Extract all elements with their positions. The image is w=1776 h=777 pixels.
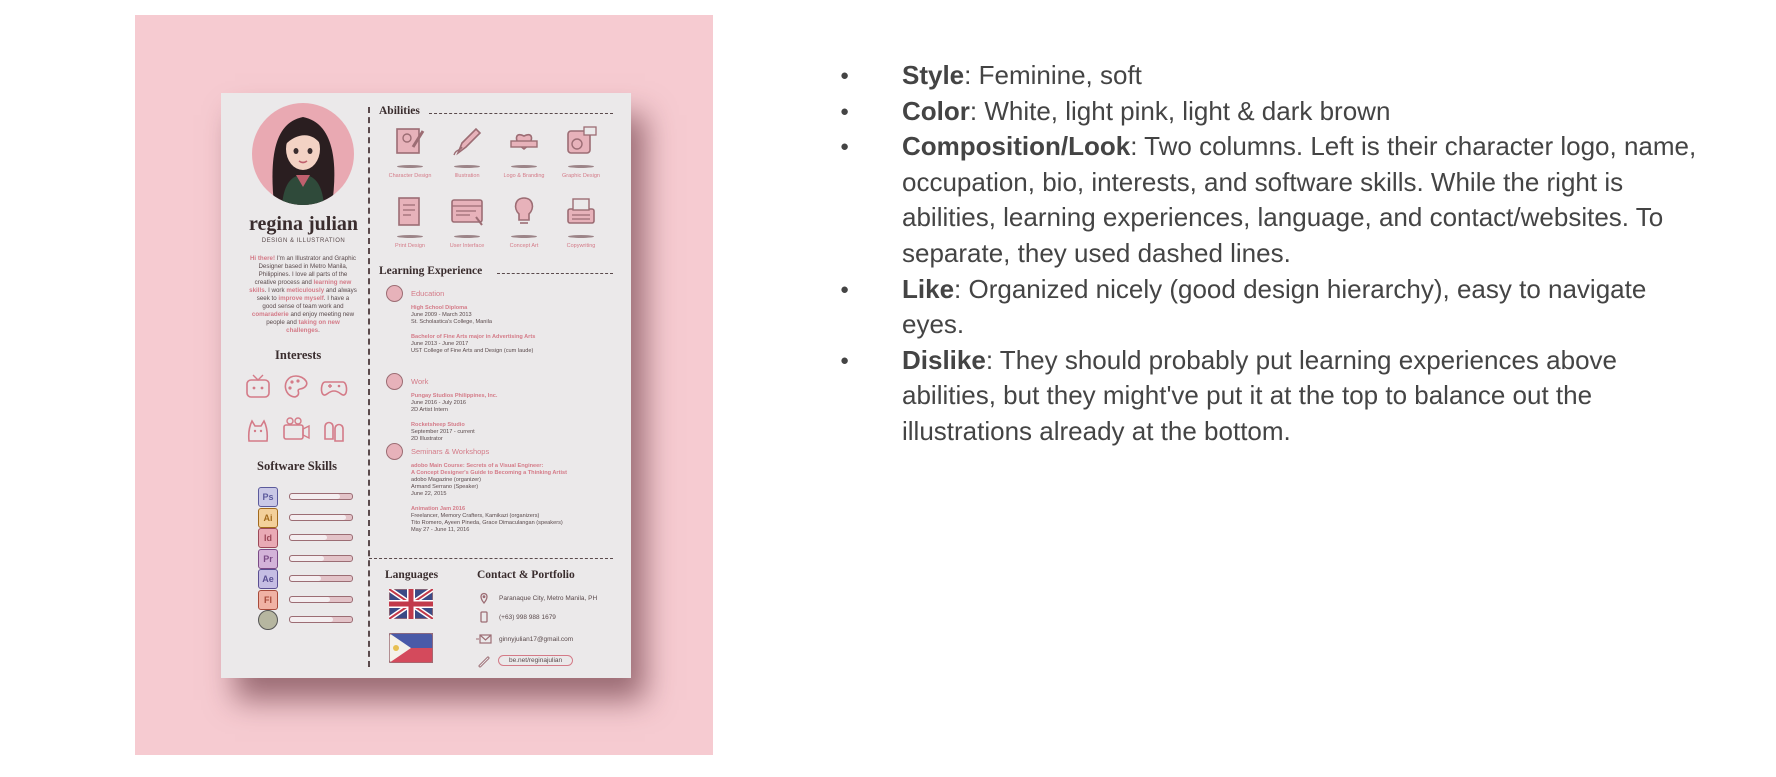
contact-website[interactable]: be.net/reginajulian <box>498 655 573 666</box>
illustration-pen-icon <box>450 125 484 159</box>
skill-ae-icon: Ae <box>258 569 278 589</box>
ability-label: Character Design <box>388 173 432 179</box>
note-label: Style <box>902 60 965 90</box>
work-icon <box>386 373 403 390</box>
skill-level-bar <box>289 555 353 562</box>
note-text: : Feminine, soft <box>964 60 1142 90</box>
uk-flag-icon <box>389 589 433 619</box>
abilities-heading: Abilities <box>379 105 420 117</box>
learning-item-title-text: Pungay Studios Philippines, Inc. <box>411 393 498 399</box>
note-item <box>840 58 1700 94</box>
skill-row <box>258 508 368 526</box>
software-skills-heading: Software Skills <box>257 459 337 473</box>
ability-label: Copywriting <box>566 243 596 249</box>
note-label: Color <box>902 95 970 126</box>
concept-art-icon <box>507 195 541 229</box>
note-item <box>840 94 1700 130</box>
learning-item-detail: June 2013 - June 2017 <box>411 341 469 347</box>
skill-level-bar <box>289 596 353 603</box>
note-text: : Two columns. Left is their character logo, name, occupation, bio, interests, and software skills. While the right is abilities, learning experiences, language, and contact/websites. To separate, they used dashed lines. <box>902 131 1697 268</box>
languages-heading: Languages <box>385 569 439 581</box>
resume-document <box>221 93 631 678</box>
character-design-icon <box>393 125 427 159</box>
skill-level-fill <box>290 556 324 561</box>
resume-right-column <box>379 93 624 678</box>
skill-level-bar <box>289 514 353 521</box>
learning-item-detail: Freelancer, Memory Crafters, Kamikazi (organizers) <box>411 513 540 519</box>
skill-level-fill <box>290 576 321 581</box>
copywriting-icon <box>564 195 598 229</box>
learning-item-detail: September 2017 - current <box>411 429 475 435</box>
learning-item-detail: Armand Serrano (Speaker) <box>411 484 479 490</box>
contact-heading: Contact & Portfolio <box>477 569 575 581</box>
note-item <box>840 272 1700 343</box>
bio-text-part: and enjoy meeting new people and <box>266 311 355 326</box>
resume-bio <box>249 255 357 335</box>
resume-left-column <box>221 93 369 678</box>
bio-text-part: taking on new challenges <box>286 319 340 334</box>
philippines-flag-icon <box>389 633 433 663</box>
skill-pr-icon: Pr <box>258 549 278 569</box>
skill-level-bar <box>289 575 353 582</box>
palette-icon <box>281 372 311 402</box>
learning-item-detail: Tito Romero, Ayeen Pineda, Grace Dimaculangan (speakers) <box>411 520 563 526</box>
ability-shadow <box>568 165 594 168</box>
ability-shadow <box>511 165 537 168</box>
learning-item-title <box>411 463 611 470</box>
ability-shadow <box>454 165 480 168</box>
skill-row <box>258 487 368 505</box>
character-avatar <box>252 103 354 205</box>
note-item <box>840 129 1700 271</box>
seminars-label: Seminars & Workshops <box>411 447 490 456</box>
ability-shadow <box>454 235 480 238</box>
skill-row <box>258 549 368 567</box>
learning-item-title <box>411 334 611 341</box>
education-label: Education <box>411 289 445 298</box>
bio-text-part: comaraderie <box>251 311 289 318</box>
work-label: Work <box>411 377 429 386</box>
skill-row <box>258 569 368 587</box>
note-label: Dislike <box>902 344 986 375</box>
skill-id-icon: Id <box>258 528 278 548</box>
skill-level-fill <box>290 535 327 540</box>
camera-icon <box>281 415 311 445</box>
ability-label: Concept Art <box>509 243 539 249</box>
learning-item-title <box>411 422 611 429</box>
contact-location: Paranaque City, Metro Manila, PH <box>499 595 598 602</box>
skill-level-fill <box>290 617 333 622</box>
learning-item-detail: June 22, 2015 <box>411 491 447 497</box>
skill-level-bar <box>289 534 353 541</box>
skill-fl-icon: Fl <box>258 590 278 610</box>
learning-item-title-text: Bachelor of Fine Arts major in Advertising Arts <box>411 334 536 340</box>
skill-row <box>258 590 368 608</box>
resume-occupation: DESIGN & ILLUSTRATION <box>261 238 346 244</box>
column-divider <box>368 107 370 667</box>
ability-shadow <box>511 235 537 238</box>
bio-text-part: and always seek to <box>256 287 357 302</box>
skill-level-bar <box>289 493 353 500</box>
user-interface-icon <box>450 195 484 229</box>
learning-heading: Learning Experience <box>379 265 483 277</box>
contact-phone: (+63) 998 988 1679 <box>499 614 556 621</box>
learning-item-detail: May 27 - June 11, 2016 <box>411 527 470 533</box>
learning-item-detail: 2D Artist Intern <box>411 407 448 413</box>
skill-row <box>258 528 368 546</box>
note-label: Like <box>902 273 955 304</box>
note-text: : They should probably put learning experiences above abilities, but they might've put it at the top to balance out the illustrations already at the bottom. <box>902 344 1617 446</box>
learning-item-subtitle <box>411 470 611 477</box>
bio-text-part: I'm an Illustrator and Graphic Designer based in Metro Manila, Philippines. I love all parts of the creative process and <box>254 255 357 286</box>
ability-shadow <box>397 235 423 238</box>
ability-label: Logo & Branding <box>503 173 545 179</box>
ability-label: Print Design <box>395 243 425 249</box>
bio-text-part: learning new skills <box>249 279 352 294</box>
bottom-rule <box>369 558 613 559</box>
skill-ps-icon: Ps <box>258 487 278 507</box>
learning-item-detail: adobo Magazine (organizer) <box>411 477 481 483</box>
learning-item-title-text: Animation Jam 2016 <box>411 506 466 512</box>
skill-level-fill <box>290 494 340 499</box>
phone-icon <box>478 611 490 623</box>
learning-item-detail: June 2009 - March 2013 <box>411 312 472 318</box>
ability-label: Graphic Design <box>562 173 600 179</box>
bio-text-part: improve myself <box>278 295 324 302</box>
link-icon <box>478 656 490 668</box>
bio-text-part: . I have a good sense of team work and <box>262 295 350 310</box>
logo-branding-icon <box>507 125 541 159</box>
learning-item-detail: UST College of Fine Arts and Design (cum laude) <box>411 348 534 354</box>
learning-item-title <box>411 393 611 400</box>
resume-image-panel <box>135 15 713 755</box>
ability-shadow <box>397 165 423 168</box>
learning-item-title <box>411 506 611 513</box>
skill-misc-icon <box>258 610 278 630</box>
mittens-icon <box>319 415 349 445</box>
interests-heading: Interests <box>275 348 322 362</box>
bio-text-part: Hi there! <box>249 255 277 262</box>
print-design-icon <box>393 195 427 229</box>
note-item <box>840 343 1700 450</box>
learning-item-title-text: Rocketsheep Studio <box>411 422 465 428</box>
learning-item-detail: 2D Illustrator <box>411 436 443 442</box>
cat-icon <box>243 415 273 445</box>
note-text: : Organized nicely (good design hierarchy), easy to navigate eyes. <box>902 273 1647 340</box>
ability-label: Illustration <box>454 173 480 179</box>
bio-text-part: meticulously <box>286 287 325 294</box>
note-text: : White, light pink, light & dark brown <box>969 95 1391 126</box>
bio-text-part: . I work <box>264 287 287 294</box>
learning-item-subtitle-text: A Concept Designer's Guide to Becoming a Thinking Artist <box>411 470 568 476</box>
gamepad-icon <box>319 372 349 402</box>
contact-email: ginnyjulian17@gmail.com <box>499 636 574 643</box>
learning-item-detail: St. Scholastica's College, Manila <box>411 319 492 325</box>
seminars-icon <box>386 443 403 460</box>
learning-item-title <box>411 305 611 312</box>
location-pin-icon <box>478 592 490 604</box>
education-icon <box>386 285 403 302</box>
resume-name: regina julian <box>248 213 359 235</box>
ability-shadow <box>568 235 594 238</box>
graphic-design-icon <box>564 125 598 159</box>
skill-ai-icon: Ai <box>258 508 278 528</box>
abilities-rule <box>429 113 613 114</box>
skill-row <box>258 610 368 628</box>
bio-text-part: . <box>318 327 320 334</box>
learning-item-title-text: adobo Main Course: Secrets of a Visual Engineer: <box>411 463 544 469</box>
skill-level-fill <box>290 515 346 520</box>
critique-notes-list <box>840 58 1700 450</box>
tv-icon <box>243 372 273 402</box>
skill-level-bar <box>289 616 353 623</box>
skill-level-fill <box>290 597 330 602</box>
note-label: Composition/Look <box>902 131 1131 162</box>
ability-label: User Interface <box>449 243 485 249</box>
learning-rule <box>497 273 613 274</box>
email-icon <box>476 633 492 645</box>
learning-item-detail: June 2016 - July 2016 <box>411 400 467 406</box>
learning-item-title-text: High School Diploma <box>411 305 468 311</box>
